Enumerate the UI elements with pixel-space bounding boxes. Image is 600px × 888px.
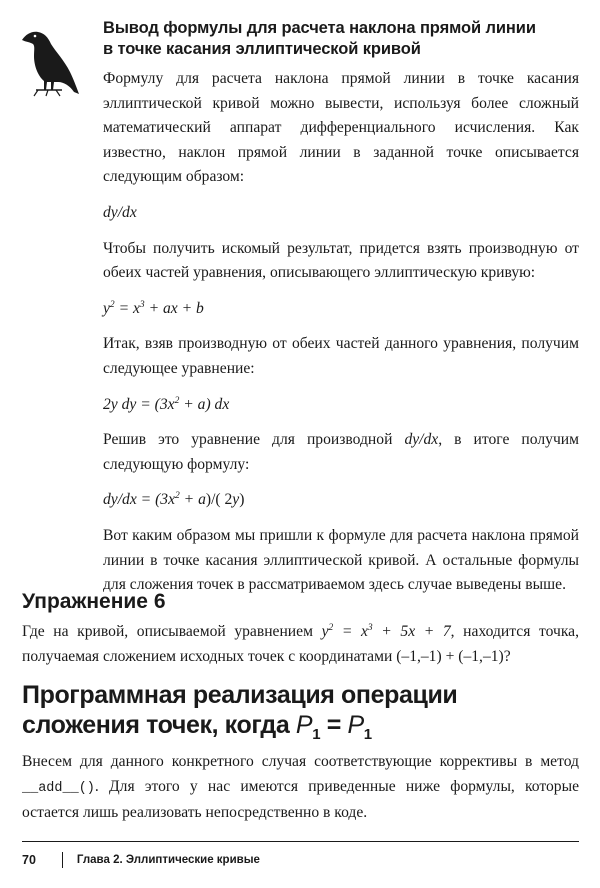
- formula-curve-eq: = x: [114, 299, 140, 317]
- raven-icon: [18, 20, 80, 98]
- impl-heading-line2: сложения точек, когда: [22, 711, 296, 739]
- note-paragraph-4: [103, 428, 579, 477]
- formula-curve-y: y: [103, 299, 110, 317]
- formula-derivative: [103, 393, 579, 418]
- impl-eq: =: [320, 711, 348, 739]
- exercise-eq-rest: + 5x + 7: [372, 623, 451, 640]
- formula-curve-exp3: 3: [139, 299, 145, 310]
- exercise-eq-exp3: 3: [367, 623, 373, 633]
- formula-result-exp: 2: [175, 491, 180, 502]
- impl-p1-var: P: [295, 711, 313, 739]
- formula-slope-result: [103, 488, 579, 513]
- exercise-heading: Упражнение 6: [22, 590, 166, 613]
- chapter-title: Глава 2. Эллиптические кривые: [76, 854, 260, 866]
- footer-separator: [62, 852, 63, 868]
- impl-heading-line1: Программная реализация операции: [22, 681, 458, 709]
- page-number: 70: [22, 853, 36, 867]
- formula-result-y: y: [232, 491, 240, 509]
- exercise-eq-exp2: 2: [328, 623, 334, 633]
- exercise-text-post: , находится точка, получаемая сложением исходных точек с координатами (–1,–1) + (–1,–1)?: [22, 623, 579, 665]
- note-paragraph-5: Вот каким образом мы пришли к формуле для расчета наклона прямой линии в точке касания эллиптической кривой. А остальные формулы для сложения точек в рассматриваемом здесь случае выведены выше.: [103, 526, 579, 594]
- exercise-eq: [322, 623, 451, 640]
- note-p4-pre: Решив это уравнение для производной: [103, 431, 405, 449]
- impl-p2-sub: 1: [363, 726, 372, 743]
- implementation-heading: [22, 680, 582, 743]
- note-paragraph-2: Чтобы получить искомый результат, придется взять производную от обеих частей уравнения, описывающего эллиптическую кривую:: [103, 239, 579, 282]
- formula-result-lhs: dy/dx = (3x: [103, 491, 175, 509]
- impl-p2-var: P: [347, 711, 364, 739]
- formula-derivative-lhs: 2y dy = (3x: [103, 395, 175, 413]
- formula-curve: [103, 297, 579, 322]
- formula-derivative-rhs: ) dx: [205, 395, 230, 413]
- formula-result-mid: + a: [179, 491, 206, 509]
- exercise-text-pre: Где на кривой, описываемой уравнением: [22, 623, 322, 640]
- implementation-text: [22, 750, 579, 826]
- formula-derivative-mid: + a: [179, 395, 206, 413]
- exercise-text: [22, 620, 579, 669]
- exercise-eq-y: y: [321, 623, 329, 640]
- formula-slope: dy/dx: [103, 203, 137, 221]
- formula-result-tail2: ): [239, 491, 245, 509]
- footer-divider: [22, 841, 579, 842]
- note-p4-var: dy/dx: [404, 431, 439, 449]
- sidebar-note: [103, 18, 579, 598]
- impl-text-post: . Для этого у нас имеются приведенные ниже формулы, которые остается лишь реализовать непосредственно в коде.: [22, 777, 579, 822]
- formula-derivative-exp: 2: [174, 395, 180, 406]
- impl-code: __add__(): [22, 780, 95, 796]
- note-paragraph-3: Итак, взяв производную от обеих частей данного уравнения, получим следующее уравнение:: [103, 335, 579, 377]
- note-paragraph-1: Формулу для расчета наклона прямой линии в точке касания эллиптической кривой можно вывести, используя более сложный математический аппарат дифференциального исчисления. Как известно, наклон прямой линии в заданной точке описывается следующим образом:: [103, 70, 579, 186]
- formula-curve-rest: + ax + b: [144, 299, 204, 317]
- impl-p1-sub: 1: [312, 726, 321, 743]
- note-title: [103, 18, 579, 60]
- exercise-eq-mid: = x: [333, 623, 368, 640]
- impl-text-pre: Внесем для данного конкретного случая соответствующие коррективы в метод: [22, 753, 579, 770]
- note-title-line2: в точке касания эллиптической кривой: [103, 40, 421, 58]
- note-p4-post: , в итоге получим следующую формулу:: [103, 431, 580, 473]
- formula-curve-exp2: 2: [109, 299, 115, 310]
- page-footer: [22, 849, 260, 871]
- formula-result-tail1: )/( 2: [205, 491, 233, 509]
- note-title-line1: Вывод формулы для расчета наклона прямой линии: [103, 19, 536, 37]
